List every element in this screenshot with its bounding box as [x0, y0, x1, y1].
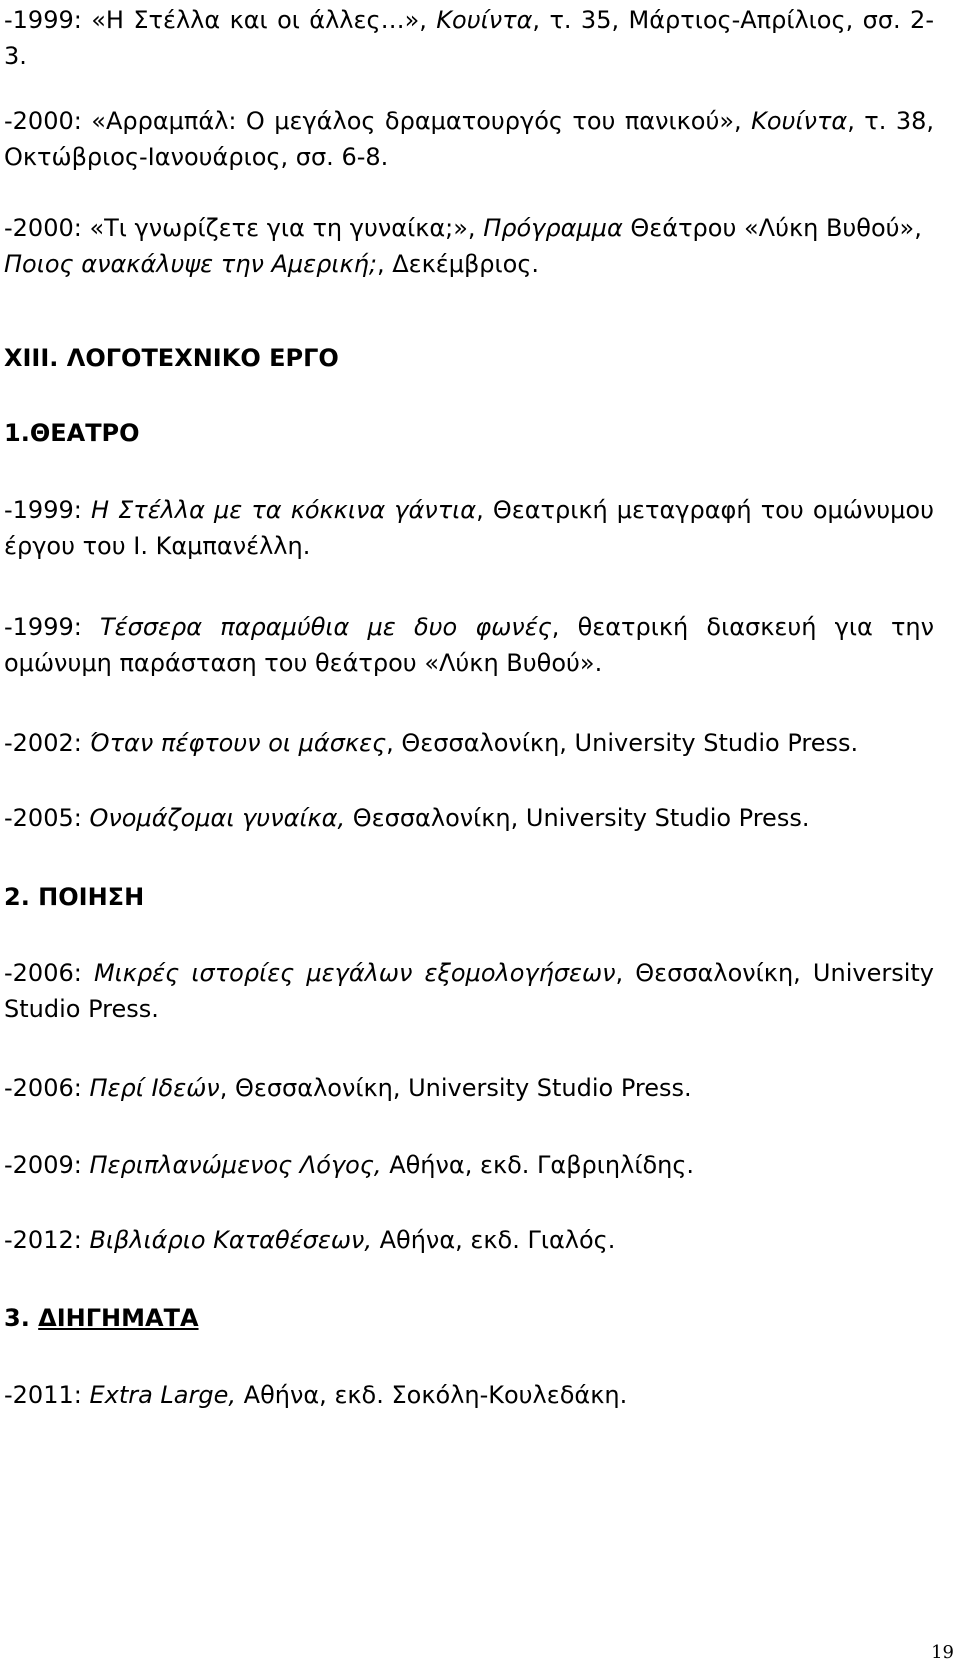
subsection-stories-heading [4, 1300, 199, 1336]
entry-poetry-2009 [4, 1147, 934, 1183]
entry-text: -2011: [4, 1381, 90, 1409]
entry-italic: Κουίντα [751, 107, 848, 135]
entry-text: , τ. 35, Μάρτιος-Απρίλιος, σσ. 2-3. [4, 6, 934, 70]
entry-poetry-2012 [4, 1222, 934, 1258]
subsection-number: 3. [4, 1304, 39, 1332]
entry-theatre-1999-paramythia [4, 609, 934, 681]
entry-text: -2002: [4, 729, 90, 757]
entry-italic: Τέσσερα παραμύθια με δυο φωνές [100, 613, 552, 641]
section-number: XIII. [4, 344, 67, 372]
entry-text: -2009: [4, 1151, 90, 1179]
entry-text: Αθήνα, εκδ. Σοκόλη-Κουλεδάκη. [236, 1381, 628, 1409]
entry-2000-arrabal-article [4, 103, 934, 175]
entry-text: -2005: [4, 804, 90, 832]
section-title: ΛΟΓΟΤΕΧΝΙΚΟ ΕΡΓΟ [66, 344, 339, 372]
entry-text: -2000: «Αρραμπάλ: Ο μεγάλος δραματουργός του πανικού», [4, 107, 752, 135]
subsection-theatre-heading: 1.ΘΕΑΤΡΟ [4, 419, 140, 447]
entry-text: -1999: [4, 496, 91, 524]
entry-text: -1999: «Η Στέλλα και οι άλλες…», [4, 6, 437, 34]
entry-italic: Η Στέλλα με τα κόκκινα γάντια [90, 496, 477, 524]
entry-italic: Μικρές ιστορίες μεγάλων εξομολογήσεων [93, 959, 616, 987]
entry-2000-program-article [4, 210, 934, 282]
entry-theatre-2002 [4, 725, 934, 761]
entry-text: -2006: [4, 959, 94, 987]
subsection-title: ΔΙΗΓΗΜΑΤΑ [38, 1304, 199, 1332]
entry-italic: Ονομάζομαι γυναίκα, [89, 804, 346, 832]
entry-italic: Πρόγραμμα [483, 214, 623, 242]
entry-italic: Περιπλανώμενος Λόγος, [89, 1151, 382, 1179]
entry-text: -2000: «Τι γνωρίζετε για τη γυναίκα;», [4, 214, 484, 242]
entry-theatre-1999-stella [4, 492, 934, 564]
entry-italic: Ποιος ανακάλυψε την Αμερική; [4, 250, 377, 278]
page-number: 19 [931, 1642, 954, 1663]
entry-text: , Θεσσαλονίκη, University Studio Press. [4, 959, 934, 1023]
entry-text: -2006: [4, 1074, 90, 1102]
section-heading [4, 340, 339, 376]
entry-italic: Όταν πέφτουν οι μάσκες [89, 729, 387, 757]
entry-text: Θεάτρου «Λύκη Βυθού», [622, 214, 922, 242]
entry-italic: Βιβλιάριο Καταθέσεων, [89, 1226, 372, 1254]
entry-text: , θεατρική διασκευή για την ομώνυμη παράσταση του θεάτρου «Λύκη Βυθού». [4, 613, 935, 677]
entry-text: Αθήνα, εκδ. Γιαλός. [371, 1226, 616, 1254]
entry-text: Αθήνα, εκδ. Γαβριηλίδης. [381, 1151, 695, 1179]
entry-text: , τ. 38, Οκτώβριος-Ιανουάριος, σσ. 6-8. [4, 107, 934, 171]
entry-italic: Περί Ιδεών [89, 1074, 220, 1102]
subsection-poetry-heading: 2. ΠΟΙΗΣΗ [4, 883, 145, 911]
entry-italic: Extra Large, [89, 1381, 237, 1409]
entry-text: , Δεκέμβριος. [376, 250, 540, 278]
entry-poetry-2006-mikres [4, 955, 934, 1027]
entry-text: , Θεσσαλονίκη, University Studio Press. [219, 1074, 692, 1102]
entry-text: -2012: [4, 1226, 90, 1254]
entry-stories-2011 [4, 1377, 934, 1413]
entry-text: , Θεατρική μεταγραφή του ομώνυμου έργου του Ι. Καμπανέλλη. [4, 496, 935, 560]
entry-poetry-2006-peri-ideon [4, 1070, 934, 1106]
entry-1999-stella-article [4, 2, 934, 74]
entry-theatre-2005 [4, 800, 934, 836]
entry-text: Θεσσαλονίκη, University Studio Press. [345, 804, 810, 832]
entry-text: -1999: [4, 613, 100, 641]
entry-text: , Θεσσαλονίκη, University Studio Press. [386, 729, 859, 757]
entry-italic: Κουίντα [436, 6, 533, 34]
